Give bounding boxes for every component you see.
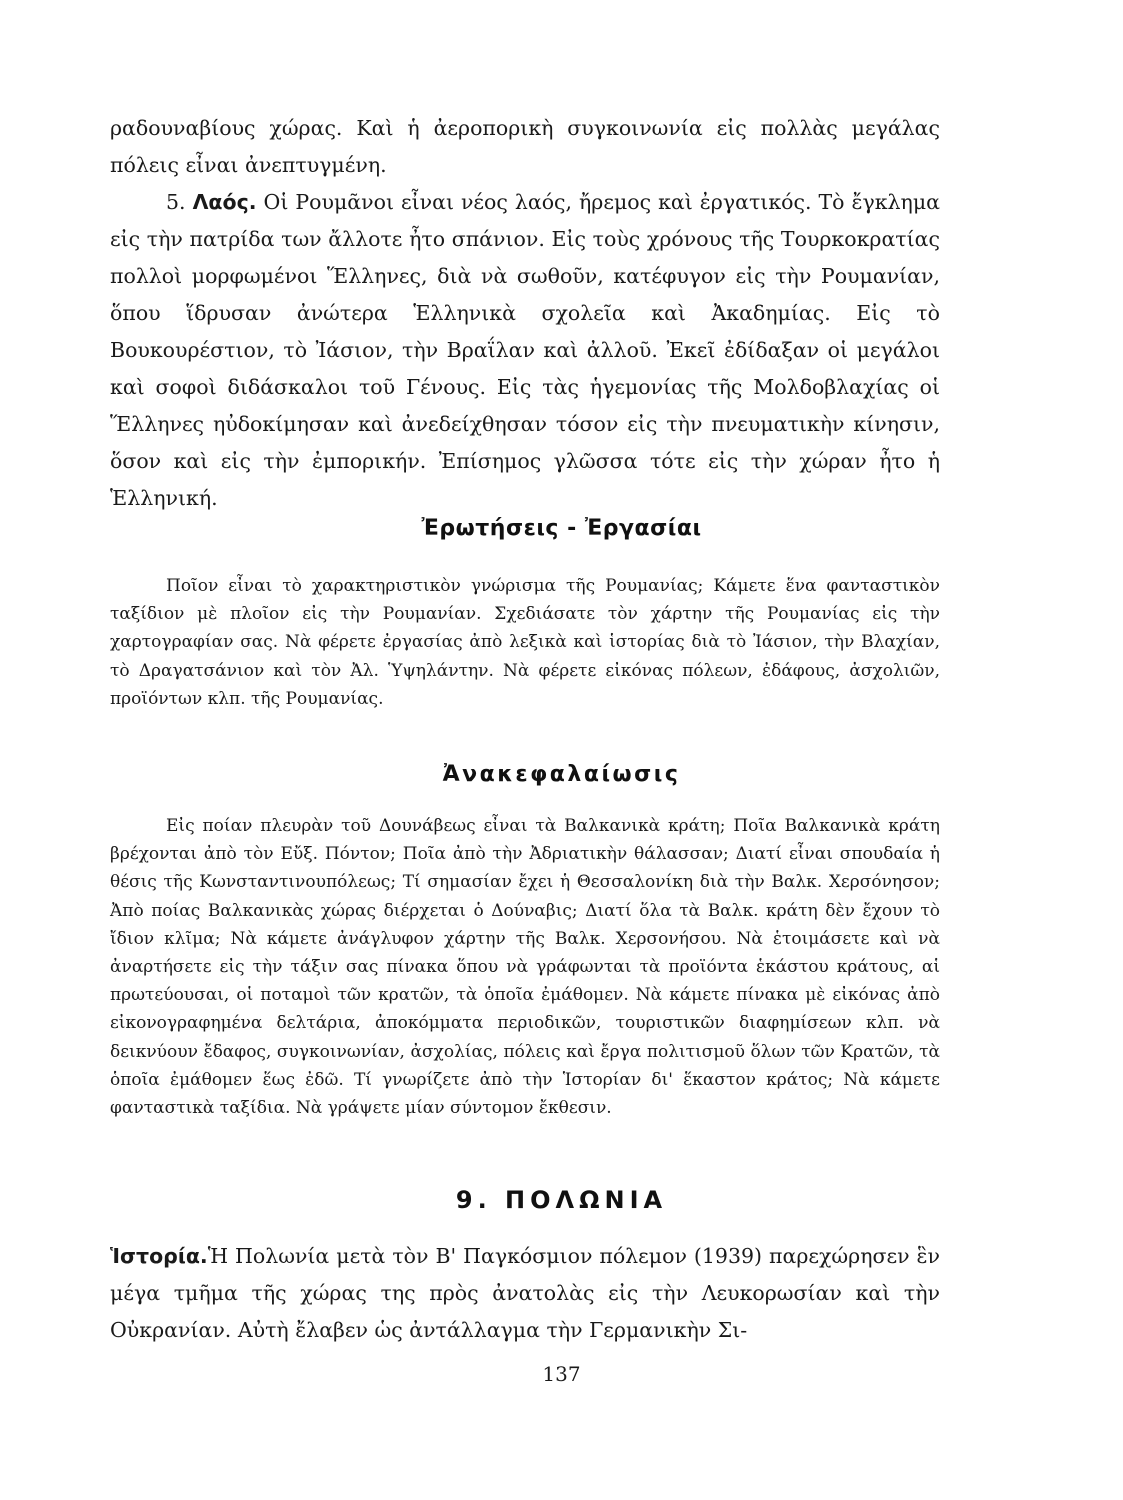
history-paragraph [110,1238,940,1349]
summary-paragraph: Εἰς ποίαν πλευρὰν τοῦ Δουνάβεως εἶναι τὰ Βαλκανικὰ κράτη; Ποῖα Βαλκανικὰ κράτη βρέχονται ἀπὸ τὸν Εὔξ. Πόντον; Ποῖα ἀπὸ τὴν Ἀδριατικὴν θάλασσαν; Διατί εἶναι σπουδαία ἡ θέσις τῆς Κωνσταντινουπόλεως; Τί σημασίαν ἔχει ἡ Θεσσαλονίκη διὰ τὴν Βαλκ. Χερσόνησον; Ἀπὸ ποίας Βαλκανικὰς χώρας διέρχεται ὁ Δούναβις; Διατί ὅλα τὰ Βαλκ. κράτη δὲν ἔχουν τὸ ἴδιον κλῖμα; Νὰ κάμετε ἀνάγλυφον χάρτην τῆς Βαλκ. Χερσονήσου. Νὰ ἑτοιμάσετε καὶ νὰ ἀναρτήσετε εἰς τὴν τάξιν σας πίνακα ὅπου νὰ γράφωνται τὰ προϊόντα ἑκάστου κράτους, αἱ πρωτεύουσαι, οἱ ποταμοὶ τῶν κρατῶν, τὰ ὁποῖα ἐμάθομεν. Νὰ κάμετε πίνακα μὲ εἰκόνας ἀπὸ εἰκονογραφημένα δελτάρια, ἀποκόμματα περιοδικῶν, τουριστικῶν διαφημίσεων κλπ. νὰ δεικνύουν ἔδαφος, συγκοινωνίαν, ἀσχολίας, πόλεις καὶ ἔργα πολιτισμοῦ ὅλων τῶν Κρατῶν, τὰ ὁποῖα ἐμάθομεν ἕως ἐδῶ. Τί γνωρίζετε ἀπὸ τὴν Ἱστορίαν δι' ἕκαστον κράτος; Νὰ κάμετε φανταστικὰ ταξίδια. Νὰ γράψετε μίαν σύντομον ἔκθεσιν. [110,816,940,1119]
questions-paragraph: Ποῖον εἶναι τὸ χαρακτηριστικὸν γνώρισμα τῆς Ρουμανίας; Κάμετε ἕνα φανταστικὸν ταξίδιον μὲ πλοῖον εἰς τὴν Ρουμανίαν. Σχεδιάσατε τὸν χάρτην τῆς Ρουμανίας εἰς τὴν χαρτογραφίαν σας. Νὰ φέρετε ἐργασίας ἀπὸ λεξικὰ καὶ ἱστορίας διὰ τὸ Ἰάσιον, τὴν Βλαχίαν, τὸ Δραγατσάνιον καὶ τὸν Ἀλ. Ὑψηλάντην. Νὰ φέρετε εἰκόνας πόλεων, ἐδάφους, ἀσχολιῶν, προϊόντων κλπ. τῆς Ρουμανίας. [110,576,940,709]
summary-heading: Ἀνακεφαλαίωσις [442,762,681,787]
continuation-paragraph: ραδουναβίους χώρας. Καὶ ἡ ἀεροπορικὴ συγκοινωνία εἰς πολλὰς μεγάλας πόλεις εἶναι ἀνεπτυγμένη. [110,116,940,177]
history-title: Ἱστορία. [110,1244,208,1268]
section-5-text: Οἱ Ρουμᾶνοι εἶναι νέος λαός, ἤρεμος καὶ ἐργατικός. Τὸ ἔγκλημα εἰς τὴν πατρίδα των ἄλλοτε ἦτο σπάνιον. Εἰς τοὺς χρόνους τῆς Τουρκοκρατίας πολλοὶ μορφωμένοι Ἕλληνες, διὰ νὰ σωθοῦν, κατέφυγον εἰς τὴν Ρουμανίαν, ὅπου ἵδρυσαν ἀνώτερα Ἑλληνικὰ σχολεῖα καὶ Ἀκαδημίας. Εἰς τὸ Βουκουρέστιον, τὸ Ἰάσιον, τὴν Βραΐλαν καὶ ἀλλοῦ. Ἐκεῖ ἐδίδαξαν οἱ μεγάλοι καὶ σοφοὶ διδάσκαλοι τοῦ Γένους. Εἰς τὰς ἡγεμονίας τῆς Μολδοβλαχίας οἱ Ἕλληνες ηὐδοκίμησαν καὶ ἀνεδείχθησαν τόσον εἰς τὴν πνευματικὴν κίνησιν, ὅσον καὶ εἰς τὴν ἐμπορικήν. Ἐπίσημος γλῶσσα τότε εἰς τὴν χώραν ἦτο ἡ Ἑλληνική. [110,190,940,510]
page-number: 137 [542,1362,581,1386]
section-5-title: Λαός. [192,190,257,214]
questions-heading: Ἐρωτήσεις - Ἐργασίαι [421,516,702,541]
chapter-heading: 9. ΠΟΛΩΝΙΑ [455,1186,668,1214]
history-text: Ἡ Πολωνία μετὰ τὸν Β' Παγκόσμιον πόλεμον (1939) παρεχώρησεν ἓν μέγα τμῆμα τῆς χώρας της πρὸς ἀνατολὰς εἰς τὴν Λευκορωσίαν καὶ τὴν Οὐκρανίαν. Αὐτὴ ἔλαβεν ὡς ἀντάλλαγμα τὴν Γερμανικὴν Σι- [110,1244,940,1342]
section-5-paragraph [110,184,940,517]
section-5-number: 5. [166,190,186,214]
